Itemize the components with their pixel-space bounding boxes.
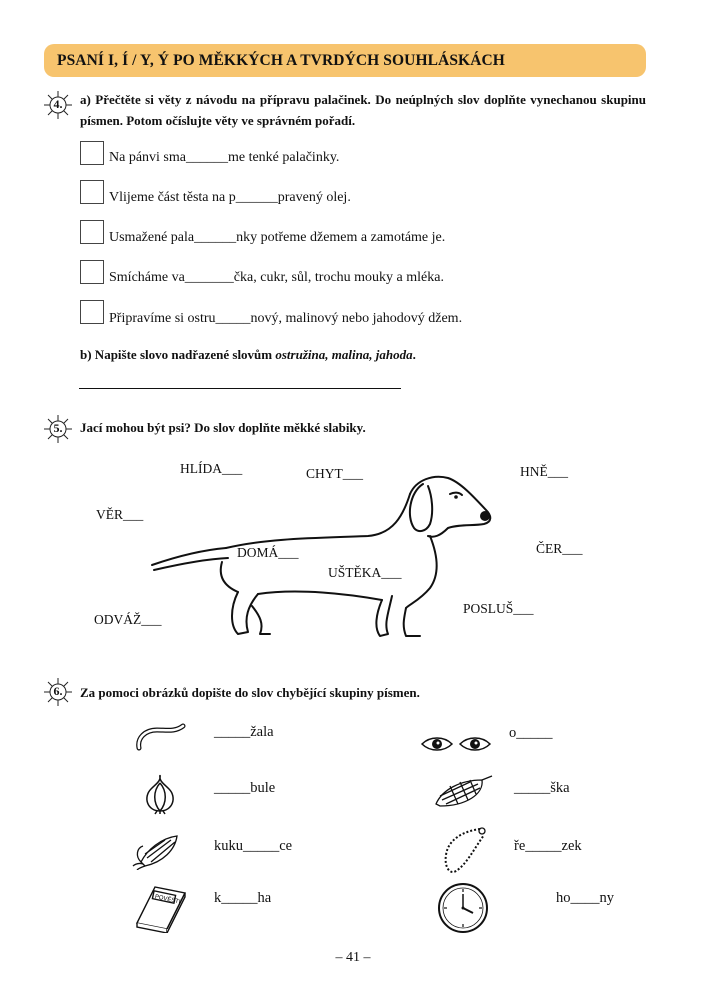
exercise-number: 5. [53, 421, 63, 435]
dog-label-usteka: UŠTĚKA___ [328, 565, 402, 580]
dog-label-doma: DOMÁ___ [237, 545, 299, 560]
sentence-5: Připravíme si ostru_____nový, malinový nebo jahodový džem. [109, 311, 463, 326]
word-hodiny: ho____ny [556, 890, 614, 906]
exercise-number: 6. [53, 684, 63, 698]
exercise-4-badge [43, 90, 73, 120]
emphasized-words: ostružina, malina, jahoda [275, 347, 413, 362]
dog-label-hne: HNĚ___ [520, 464, 568, 479]
eyes-icon [420, 734, 492, 754]
exercise-4a-instruction: a) Přečtěte si věty z návodu na přípravu palačinek. Do neúplných slov doplňte vynechanou skupinu písmen. Potom očíslujte věty ve správném pořadí. [80, 92, 646, 128]
sentence-1: Na pánvi sma______me tenké palačinky. [109, 150, 340, 165]
order-checkbox-5[interactable] [80, 300, 104, 324]
order-checkbox-4[interactable] [80, 260, 104, 284]
word-zala: _____žala [214, 724, 274, 740]
order-checkbox-2[interactable] [80, 180, 104, 204]
dog-label-hlida: HLÍDA___ [180, 461, 243, 476]
onion-icon [139, 773, 181, 815]
book-cover-title: POVĚSTI [154, 894, 181, 906]
answer-line[interactable] [79, 388, 401, 389]
dachshund-illustration [148, 466, 498, 646]
section-title: PSANÍ I, Í / Y, Ý PO MĚKKÝCH A TVRDÝCH SOUHLÁSKÁCH [57, 52, 505, 69]
page-number: – 41 – [335, 950, 371, 965]
catkin-icon [432, 774, 494, 810]
sentence-2: Vlijeme část těsta na p______pravený olej. [109, 190, 351, 205]
exercise-6-instruction: Za pomoci obrázků dopište do slov chybějící skupiny písmen. [80, 685, 420, 700]
dog-label-odvaz: ODVÁŽ___ [94, 612, 162, 627]
dog-label-cer: ČER___ [536, 541, 583, 556]
exercise-number: 4. [53, 97, 63, 111]
dog-label-chyt: CHYT___ [306, 466, 363, 481]
dog-label-ver: VĚR___ [96, 507, 144, 522]
word-retizek: ře_____zek [514, 838, 582, 854]
sentence-4: Smícháme va_______čka, cukr, sůl, trochu mouky a mléka. [109, 270, 444, 285]
word-kniha: k_____ha [214, 890, 272, 906]
dog-label-poslus: POSLUŠ___ [463, 601, 534, 616]
word-oci: o_____ [509, 725, 553, 741]
exercise-5-instruction: Jací mohou být psi? Do slov doplňte měkké slabiky. [80, 420, 366, 435]
book-icon [133, 883, 187, 933]
word-bule: _____bule [214, 780, 276, 796]
exercise-4b-instruction: b) Napište slovo nadřazené slovům ostružina, malina, jahoda. [80, 347, 416, 362]
exercise-6-badge [43, 677, 73, 707]
word-kukurice: kuku_____ce [214, 838, 293, 854]
section-header [44, 44, 646, 77]
clock-icon [436, 881, 490, 935]
worm-icon [135, 722, 187, 752]
order-checkbox-3[interactable] [80, 220, 104, 244]
necklace-icon [440, 825, 490, 879]
sentence-3: Usmažené pala______nky potřeme džemem a zamotáme je. [109, 230, 446, 245]
word-jehnedka: _____ška [514, 780, 570, 796]
order-checkbox-1[interactable] [80, 141, 104, 165]
exercise-5-badge [43, 414, 73, 444]
corn-icon [131, 832, 183, 870]
